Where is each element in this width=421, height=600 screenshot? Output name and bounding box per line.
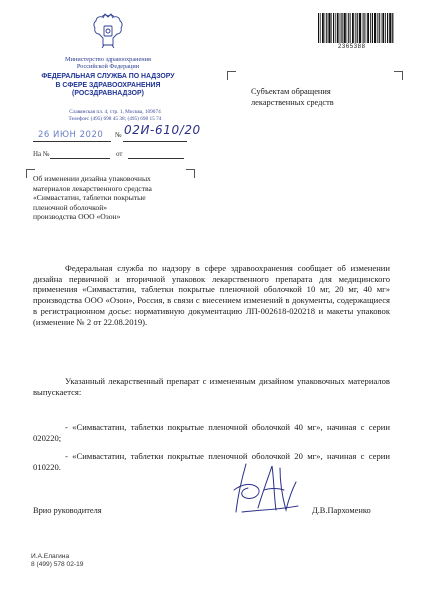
agency-name <box>30 73 186 99</box>
executor-phone: 8 (499) 578 02-19 <box>31 561 84 569</box>
number-label: № <box>115 131 122 139</box>
signatory-name: Д.В.Пархоменко <box>312 506 371 515</box>
subject-line-3: «Симвастатин, таблетки покрытые <box>33 193 146 203</box>
address-line-2: Телефон: (495) 698 45 38; (495) 698 15 74 <box>68 115 162 122</box>
signatory-title: Врио руководителя <box>33 506 102 515</box>
reference-date-label: от <box>116 150 123 158</box>
agency-line-3: (РОСЗДРАВНАДЗОР) <box>72 90 144 98</box>
reference-date-underline <box>128 158 184 159</box>
subject-line-1: Об изменении дизайна упаковочных <box>33 174 151 183</box>
coat-of-arms-emblem-icon <box>91 12 125 50</box>
handwritten-number: 02И-610/20 <box>124 123 201 137</box>
recipient-line-1: Субъектам обращения <box>251 87 331 96</box>
recipient-corner-right <box>394 71 403 80</box>
ministry-line-1: Министерство здравоохранения <box>65 56 151 63</box>
address-line-1: Славянская пл. 4, стр. 1, Москва, 109074 <box>69 109 161 115</box>
executor-name: И.А.Елагина <box>31 553 70 560</box>
number-underline <box>123 141 187 142</box>
subject-line-5: производства ООО «Озон» <box>33 212 121 222</box>
reference-number-underline <box>50 158 110 159</box>
recipient-line-2: лекарственных средств <box>251 98 334 107</box>
recipient <box>251 86 334 108</box>
ministry-name <box>30 56 186 71</box>
body-paragraph-1: Федеральная служба по надзору в сфере здравоохранения сообщает об изменении дизайна первичной и вторичной упаковок лекарственного препарата для медицинского применения «Симвастатин, таблетки покрытые пленочной оболочкой 10 мг, 20 мг, 40 мг» производства ООО «Озон», Россия, в связи с внесением изменений в документы, содержащиеся в регистрационном досье: нормативную документацию ЛП-002618-020218 и макеты упаковок (изменение № 2 от 22.08.2019). <box>33 263 390 327</box>
body-paragraph-3: - «Симвастатин, таблетки покрытые пленочной оболочкой 40 мг», начиная с серии 020220; <box>33 422 390 443</box>
barcode-icon <box>318 13 394 43</box>
ministry-line-2: Российской Федерации <box>76 63 140 71</box>
date-underline <box>33 141 111 142</box>
recipient-corner-left <box>227 71 236 80</box>
agency-line-1: ФЕДЕРАЛЬНАЯ СЛУЖБА ПО НАДЗОРУ <box>41 73 175 80</box>
barcode-number: 2365388 <box>338 44 366 50</box>
body-paragraph-4: - «Симвастатин, таблетки покрытые пленочной оболочкой 20 мг», начиная с серии 010220. <box>33 451 390 472</box>
agency-address <box>40 109 190 122</box>
subject-line-4: пленочной оболочкой» <box>33 202 108 212</box>
handwritten-signature-icon <box>228 460 308 520</box>
reference-number-label: На № <box>33 150 50 158</box>
letter-subject <box>33 174 213 222</box>
executor-info <box>31 553 83 570</box>
agency-line-2: В СФЕРЕ ЗДРАВООХРАНЕНИЯ <box>55 81 161 89</box>
date-stamp: 26 ИЮН 2020 <box>38 130 104 140</box>
subject-line-2: материалов лекарственного средства <box>33 183 152 193</box>
body-paragraph-2: Указанный лекарственный препарат с измененным дизайном упаковочных материалов выпускается: <box>33 376 390 397</box>
